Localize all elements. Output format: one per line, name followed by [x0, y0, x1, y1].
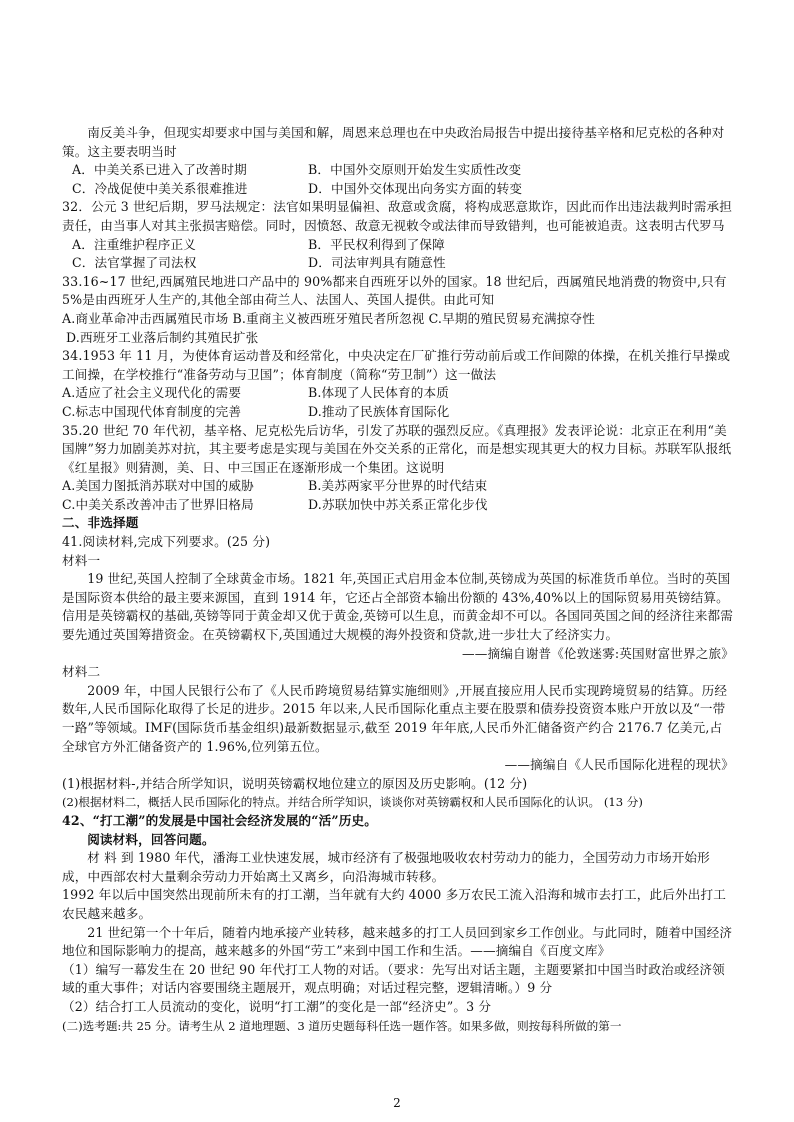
page-content [62, 124, 734, 1035]
q35-option-d: D.苏联加快中苏关系正常化步伐 [308, 496, 488, 512]
q34-option-a: A.适应了社会主义现代化的需要 [62, 385, 242, 401]
q32-options [62, 236, 734, 273]
elective-section-note: (二)选考题:共 25 分。请考生从 2 道地理题、3 道历史题每科任选一题作答。如果多做，则按每科所做的第一 [62, 1018, 622, 1033]
q33-options-line2: D.西班牙工业落后制约其殖民扩张 [66, 329, 259, 345]
q35-option-c: C.中美关系改善冲击了世界旧格局 [62, 496, 254, 512]
q34-option-c: C.标志中国现代体育制度的完善 [62, 403, 242, 419]
q41-material2-title: 材料二 [62, 664, 101, 680]
q31-option-c: C．冷战促使中美关系很难推进 [72, 180, 248, 196]
q41-heading: 41.阅读材料,完成下列要求。(25 分) [62, 534, 271, 550]
q42-question1: （1）编写一幕发生在 20 世纪 90 年代打工人物的对话。（要求：先写出对话主题，主题要紧扣中国当时政治或经济领域的重大事件；对话内容要围绕主题展开，观点明确；对话过程完整，逻辑清晰。）9 分 [62, 961, 725, 996]
q41-material1-source: ——摘编自谢普《伦敦迷雾:英国财富世界之旅》 [461, 645, 734, 661]
q41-material1-title: 材料一 [62, 552, 101, 568]
q41-material2-text: 2009 年，中国人民银行公布了《人民币跨境贸易结算实施细则》,开展直接应用人民币实现跨境贸易的结算。历经数年,人民币国际化取得了长足的进步。2015 年以来,人民币国际化重点主要在股票和债券投资资本账户开放以及“一带一路”等领域。IMF(国际货币基金组织)最新数据显示,截至 2019 年年底,人民币外汇储备资产约合 2176.7 亿美元,占全球官方外汇储备资产的 1.96%,位列第五位。 [62, 682, 728, 754]
q42-question2: （2）结合打工人员流动的变化，说明“打工潮”的变化是一部“经济史”。3 分 [62, 998, 492, 1014]
q41-question2: (2)根据材料二，概括人民币国际化的特点。并结合所学知识，谈谈你对英镑霸权和人民币国际化的认识。 (13 分) [62, 795, 643, 810]
q34-option-d: D.推动了民族体育国际化 [308, 403, 450, 419]
q42-heading: 42、“打工潮”的发展是中国社会经济发展的“活”历史。 [62, 812, 378, 828]
q31-options [62, 161, 734, 198]
q41-material1-text: 19 世纪,英国人控制了全球黄金市场。1821 年,英国正式启用金本位制,英镑成为英国的标准货币单位。当时的英国是国际资本供给的最主要来源国，直到 1914 年，它还占全部资本输出份额的 43%,40%以上的国际贸易用英镑结算。信用是英镑霸权的基础,英镑等同于黄金却又优于黄金,英镑可以生息，而黄金却不可以。各国同英国之间的经济往来都需要先通过英国筹措资金。在英镑霸权下,英国通过大规模的海外投资和贷款,进一步壮大了经济实力。 [62, 571, 733, 643]
q42-subheading: 阅读材料，回答问题。 [87, 831, 215, 847]
section-heading-nonchoice: 二、非选择题 [62, 515, 139, 531]
q32-stem: 32．公元 3 世纪后期，罗马法规定：法官如果明显偏袒、敌意或贪腐，将构成恶意欺诈，因此而作出违法裁判时需承担责任，由当事人对其主张损害赔偿。同时，因愤怒、敌意无视敕令或法律而导致错判，也可能被追责。这表明古代罗马 [62, 199, 732, 233]
q35-options [62, 477, 734, 514]
q31-option-d: D．中国外交体现出向务实方面的转变 [308, 180, 523, 196]
q42-material-p2: 1992 年以后中国突然出现前所未有的打工潮，当年就有大约 4000 多万农民工流入沿海和城市去打工，此后外出打工农民越来越多。 [62, 887, 726, 921]
q41-material2-source: ——摘编自《人民币国际化进程的现状》 [504, 757, 734, 773]
q35-stem: 35.20 世纪 70 年代初，基辛格、尼克松先后访华，引发了苏联的强烈反应。《真理报》发表评论说：北京正在利用“美国牌”努力加剧美苏对抗，其主要考虑是实现与美国在外交关系的正常化，而是想实现其更大的权力目标。苏联军队报纸《红星报》则猜测，美、日、中三国正在逐渐形成一个集团。这说明 [62, 422, 732, 475]
q34-options [62, 384, 734, 421]
q32-option-d: D．司法审判具有随意性 [308, 255, 446, 271]
q33-options-line1: A.商业革命冲击西属殖民市场 B.重商主义被西班牙殖民者所忽视 C.早期的殖民贸易充满掠夺性 [62, 310, 596, 326]
q31-option-b: B．中国外交原则开始发生实质性改变 [308, 162, 522, 178]
q33-stem: 33.16~17 世纪,西属殖民地进口产品中的 90%都来自西班牙以外的国家。18 世纪后，西属殖民地消费的物资中,只有 5%是由西班牙人生产的,其他全部由荷兰人、法国人、英国人提供。由此可知 [62, 273, 727, 308]
q34-option-b: B.体现了人民体育的本质 [308, 385, 449, 401]
q35-option-a: A.美国力图抵消苏联对中国的威胁 [62, 478, 254, 494]
q41-question1: (1)根据材料-,并结合所学知识，说明英镑霸权地位建立的原因及历史影响。(12 分) [62, 775, 528, 791]
q32-option-c: C．法官掌握了司法权 [72, 255, 197, 271]
q35-option-b: B.美苏两家平分世界的时代结束 [308, 478, 488, 494]
q32-option-a: A．注重维护程序正义 [72, 236, 196, 252]
q34-stem: 34.1953 年 11 月，为使体育运动普及和经常化，中央决定在厂矿推行劳动前后或工作间隙的体操，在机关推行早操或工间操，在学校推行“准备劳动与卫国”；体育制度（简称“劳卫制”）这一做法 [62, 348, 731, 382]
q31-stem: 南反美斗争，但现实却要求中国与美国和解，周恩来总理也在中央政治局报告中提出接待基辛格和尼克松的各种对策。这主要表明当时 [62, 125, 725, 159]
q42-material-p1: 材 料 到 1980 年代，潘海工业快速发展，城市经济有了极强地吸收农村劳动力的能力，全国劳动力市场开始形成，中西部农村大量剩余劳动力开始离土又离乡，向沿海城市转移。 [62, 850, 710, 884]
q32-option-b: B．平民权利得到了保障 [308, 236, 445, 252]
q31-option-a: A．中美关系已进入了改善时期 [72, 162, 247, 178]
page-number: 2 [393, 1096, 401, 1110]
q42-material-p3: 21 世纪第一个十年后，随着内地承接产业转移，越来越多的打工人员回到家乡工作创业。与此同时，随着中国经济地位和国际影响力的提高，越来越多的外国“劳工”来到中国工作和生活。——摘编自《百度文库》 [62, 924, 733, 959]
